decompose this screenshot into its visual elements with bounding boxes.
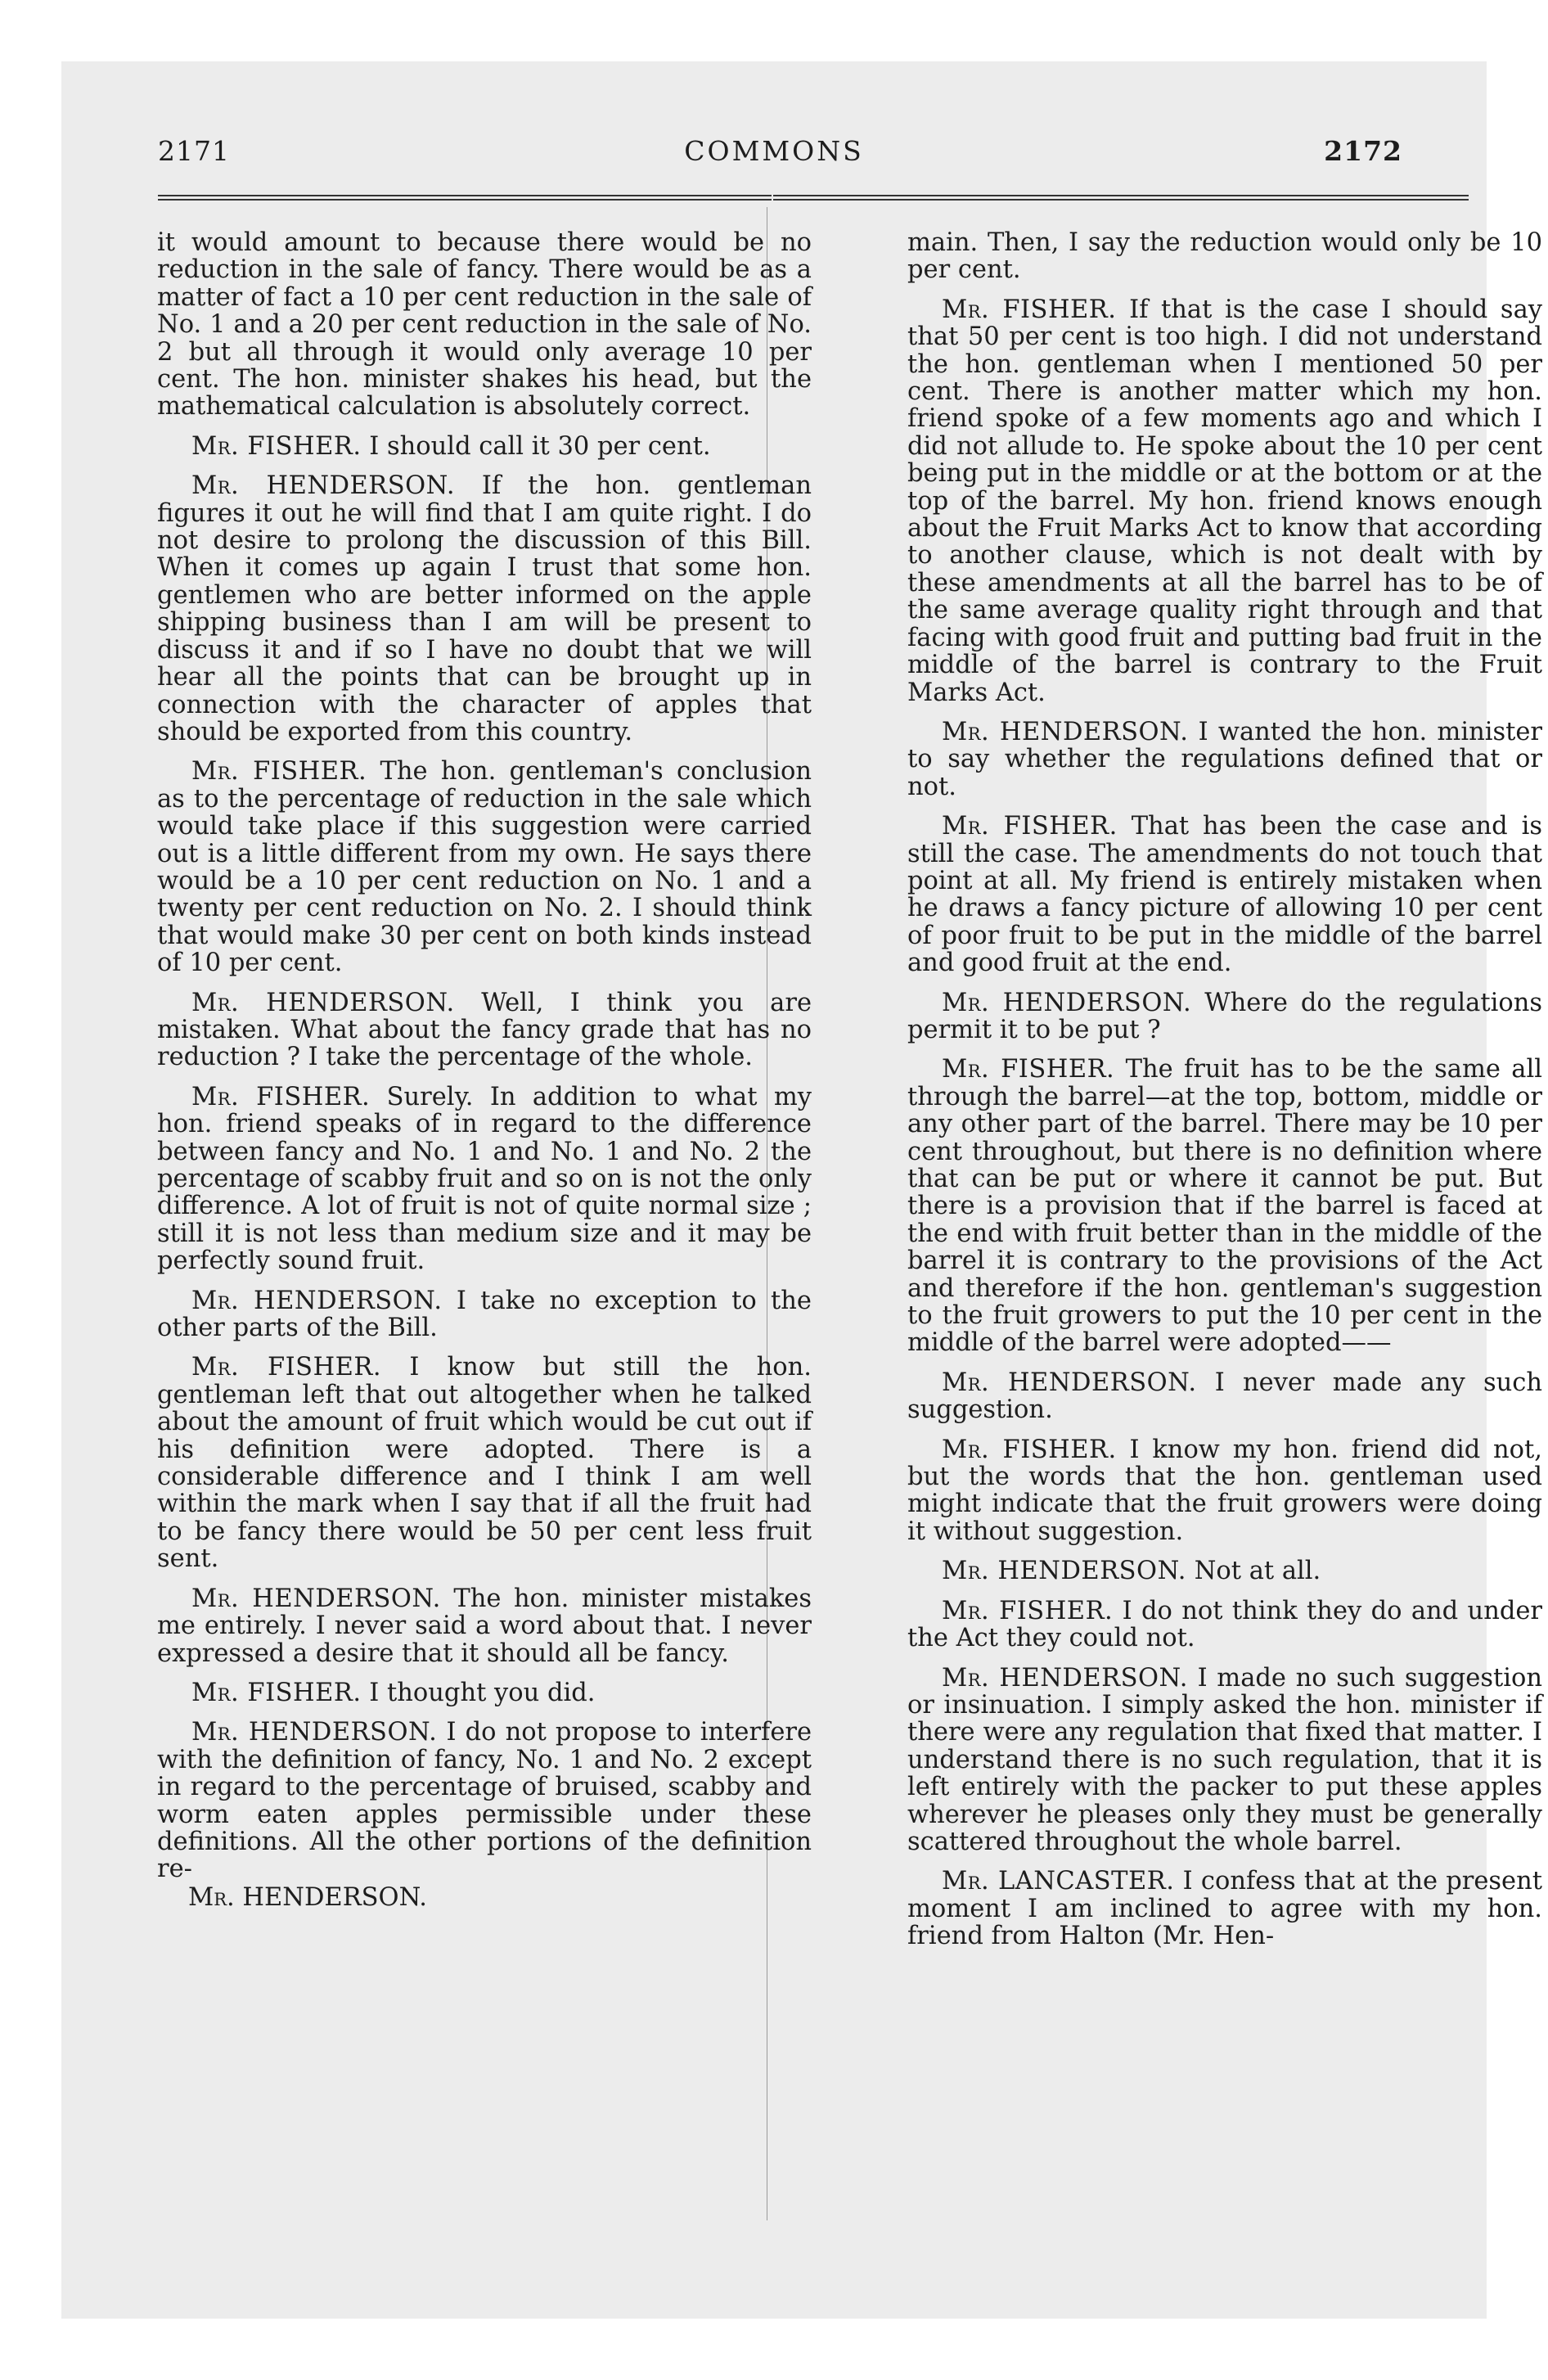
speaker-name: Mr. FISHER. (191, 431, 362, 461)
speech-text: I do not propose to interfere with the definition of fancy, No. 1 and No. 2 except in regard to the percentage of bruised, scabby and worm eaten apples permissible under these definitions. All the other portions of the definition re- (157, 1718, 812, 1884)
speech-paragraph (907, 1665, 1542, 1856)
page-title: COMMONS (684, 135, 864, 167)
speech-paragraph (907, 296, 1542, 706)
speech-text: I know my hon. friend did not, but the words that the hon. gentleman used might indicate that the fruit growers were doing it without suggestion. (907, 1435, 1542, 1546)
left-column (157, 229, 812, 1911)
page-number-left: 2171 (158, 135, 230, 167)
speech-text: The hon. gentleman's conclusion as to the percentage of reduction in the sale which would take place if this suggestion were carried out is a little different from my own. He says there would be a 10 per cent reduction on No. 1 and a twenty per cent reduction on No. 2. I should think that would make 30 per cent on both kinds instead of 10 per cent. (157, 757, 812, 978)
speech-paragraph (907, 1868, 1542, 1950)
speaker-name: Mr. HENDERSON. (191, 471, 456, 501)
speaker-name: Mr. FISHER. (942, 812, 1118, 841)
speaker-name: Mr. HENDERSON. (191, 1718, 438, 1747)
speech-text: I should call it 30 per cent. (369, 431, 711, 461)
header-rule-right (773, 195, 1469, 201)
page-header (61, 135, 1487, 184)
catchword-footer: Mr. HENDERSON. (188, 1882, 427, 1912)
speech-text: Surely. In addition to what my hon. friend speaks of in regard to the difference between fancy and No. 1 and No. 1 and No. 2 the percentage of scabby fruit and so on is not the only difference. A lot of fruit is not of quite normal size ; still it is not less than medium size and it may be perfectly sound fruit. (157, 1082, 812, 1276)
speaker-name: Mr. FISHER. (942, 1596, 1114, 1625)
speech-paragraph (157, 1719, 812, 1882)
speaker-name: Mr. FISHER. (942, 295, 1117, 324)
speaker-name: Mr. FISHER. (942, 1055, 1115, 1084)
speech-text: I take no exception to the other parts of the Bill. (157, 1286, 812, 1343)
speech-paragraph (907, 1598, 1542, 1652)
speaker-name: Mr. FISHER. (191, 757, 367, 787)
speech-text: I know but still the hon. gentleman left that out altogether when he talked about the amount of fruit which would be cut out if his definition were adopted. There is a considerable difference and I think I am well within the mark when I say that if all the fruit had to be fancy there would be 50 per cent less fruit sent. (157, 1353, 812, 1574)
speaker-name: Mr. HENDERSON. (191, 1286, 443, 1315)
speech-paragraph (907, 1369, 1542, 1424)
speech-paragraph (907, 719, 1542, 800)
speech-text: That has been the case and is still the case. The amendments do not touch that point at all. My friend is entirely mistaken when he draws a fancy picture of allowing 10 per cent of poor fruit to be put in the middle of the barrel and good fruit at the end. (907, 812, 1542, 978)
speech-paragraph (157, 1679, 812, 1706)
speech-text: I made no such suggestion or insinuation. I simply asked the hon. minister if there were any regulation that fixed that matter. I understand there is no such regulation, that it is left entirely with the packer to put these apples wherever he pleases only they must be generally scattered throughout the whole barrel. (907, 1663, 1542, 1856)
speech-paragraph (907, 813, 1542, 976)
right-column (907, 229, 1542, 1963)
speech-text: I confess that at the present moment I am inclined to agree with my hon. friend from Halton (Mr. Hen- (907, 1867, 1542, 1951)
speech-paragraph (907, 1557, 1542, 1584)
speech-paragraph (907, 1056, 1542, 1356)
speech-paragraph (157, 1354, 812, 1572)
speech-text: The hon. minister mistakes me entirely. I never said a word about that. I never expressed a desire that it should all be fancy. (157, 1584, 812, 1668)
speaker-name: Mr. FISHER. (191, 1082, 371, 1111)
speech-text: Well, I think you are mistaken. What about the fancy grade that has no reduction ? I take the percentage of the whole. (157, 988, 812, 1072)
scanned-page (61, 61, 1543, 2319)
speaker-name: Mr. LANCASTER. (942, 1867, 1175, 1896)
speech-paragraph (157, 758, 812, 976)
speech-paragraph (157, 989, 812, 1071)
speaker-name: Mr. FISHER. (942, 1435, 1117, 1464)
speaker-name: Mr. HENDERSON. (942, 1663, 1188, 1693)
speaker-name: Mr. HENDERSON. (942, 1368, 1197, 1397)
speech-paragraph (157, 1585, 812, 1667)
speech-text: I do not think they do and under the Act they could not. (907, 1596, 1543, 1653)
speech-text: If that is the case I should say that 50 per cent is too high. I did not understand the hon. gentleman when I mentioned 50 per cent. There is another matter which my hon. friend spoke of a few moments ago and which I did not allude to. He spoke about the 10 per cent being put in the middle or at the bottom or at the top of the barrel. My hon. friend knows enough about the Fruit Marks Act to know that according to another clause, which is not dealt with by these amendments at all the barrel has to be of the same average quality right through and that facing with good fruit and putting bad fruit in the middle of the barrel is contrary to the Fruit Marks Act. (907, 295, 1542, 707)
speech-paragraph (157, 1084, 812, 1275)
speech-text: The fruit has to be the same all through the barrel—at the top, bottom, middle or any other part of the barrel. There may be 10 per cent throughout, but there is no definition where that can be put or where it cannot be put. But there is a provision that if the barrel is faced at the end with fruit better than in the middle of the barrel it is contrary to the provisions of the Act and therefore if the hon. gentleman's suggestion to the fruit growers to put the 10 per cent in the middle of the barrel were adopted—— (907, 1055, 1542, 1358)
speech-text: If the hon. gentleman figures it out he will find that I am quite right. I do not desire to prolong the discussion of this Bill. When it comes up again I trust that some hon. gentlemen who are better informed on the apple shipping business than I am will be present to discuss it and if so I have no doubt that we will hear all the points that can be brought up in connection with the character of apples that should be exported from this country. (157, 471, 812, 746)
speaker-name: Mr. HENDERSON. (191, 988, 455, 1017)
speaker-name: Mr. HENDERSON. (942, 988, 1192, 1017)
speech-paragraph (157, 472, 812, 746)
speech-text: I never made any such suggestion. (907, 1368, 1543, 1425)
speech-text: main. Then, I say the reduction would only be 10 per cent. (907, 228, 1542, 285)
page-number-right: 2172 (1324, 135, 1402, 167)
speech-paragraph (157, 229, 812, 421)
speech-text: Not at all. (1194, 1557, 1321, 1586)
speech-paragraph (907, 229, 1542, 284)
speech-text: I wanted the hon. minister to say whether the regulations defined that or not. (907, 717, 1543, 801)
speech-text: I thought you did. (369, 1678, 596, 1707)
speech-paragraph (907, 989, 1542, 1044)
speaker-name: Mr. HENDERSON. (942, 717, 1189, 746)
speech-text: it would amount to because there would be no reduction in the sale of fancy. There would be as a matter of fact a 10 per cent reduction in the sale of No. 1 and a 20 per cent reduction in the sale of No. 2 but all through it would only average 10 per cent. The hon. minister shakes his head, but the mathematical calculation is absolutely correct. (157, 228, 812, 421)
speaker-name: Mr. FISHER. (191, 1678, 362, 1707)
speaker-name: Mr. FISHER. (191, 1353, 382, 1382)
speech-paragraph (157, 433, 812, 460)
speech-paragraph (157, 1287, 812, 1342)
speech-paragraph (907, 1436, 1542, 1546)
speech-text: Where do the regulations permit it to be put ? (907, 988, 1543, 1044)
speaker-name: Mr. HENDERSON. (942, 1557, 1186, 1586)
header-rule-left (158, 195, 772, 201)
speaker-name: Mr. HENDERSON. (191, 1584, 441, 1613)
